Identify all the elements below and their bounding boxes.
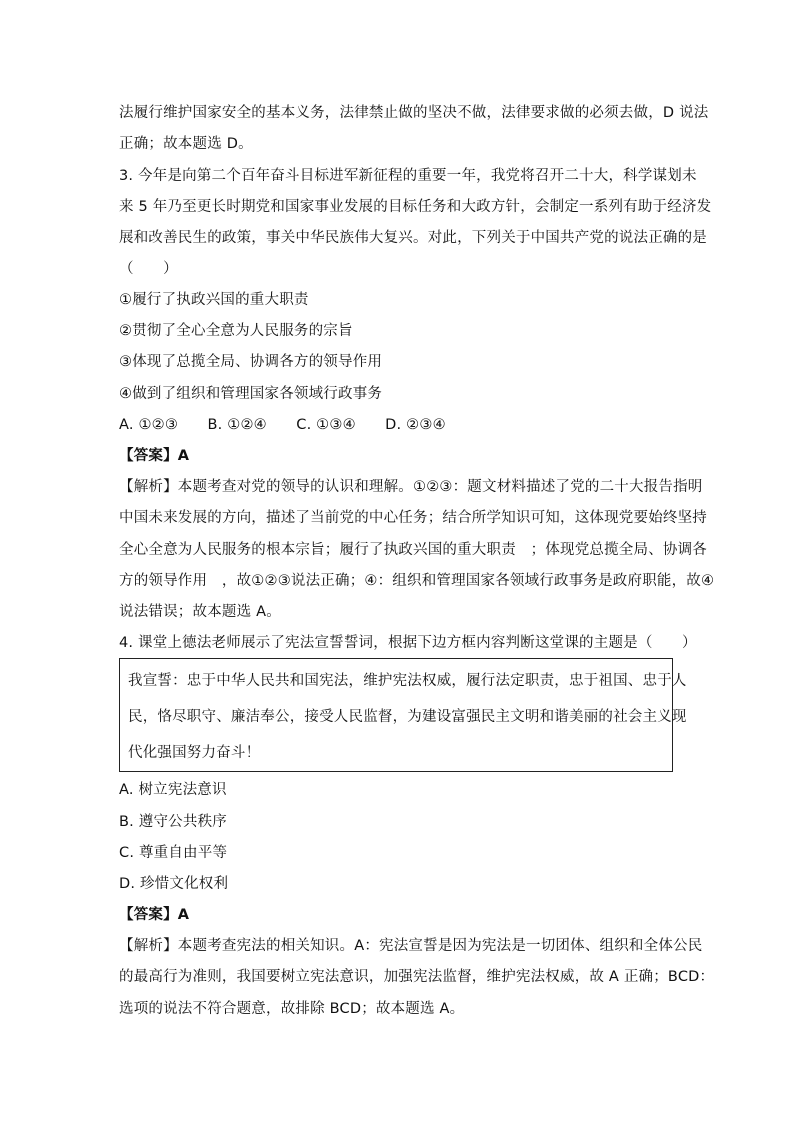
oath-line: 代化强国努力奋斗！ <box>128 745 261 761</box>
analysis-line: 【解析】本题考查对党的领导的认识和理解。①②③：题文材料描述了党的二十大报告指明 <box>119 479 703 495</box>
option-d: D. 珍惜文化权利 <box>119 876 229 892</box>
answer-blank: （ ） <box>119 261 178 277</box>
option-c: C. 尊重自由平等 <box>119 845 228 861</box>
question-3-stem: 3. 今年是向第二个百年奋斗目标进军新征程的重要一年，我党将召开二十大，科学谋划未 <box>119 168 697 184</box>
oath-box <box>119 658 687 772</box>
analysis-line: 选项的说法不符合题意，故排除 BCD；故本题选 A。 <box>119 1001 465 1017</box>
analysis-line: 方的领导作用 ，故①②③说法正确；④：组织和管理国家各领域行政事务是政府职能，故④ <box>119 573 715 589</box>
analysis-line: 中国未来发展的方向，描述了当前党的中心任务；结合所学知识可知，这体现党要始终坚持 <box>119 510 707 526</box>
statement-1: ①履行了执政兴国的重大职责 <box>119 292 309 308</box>
oath-line: 我宣誓：忠于中华人民共和国宪法，维护宪法权威，履行法定职责，忠于祖国、忠于人 <box>128 673 687 689</box>
oath-line: 民，恪尽职守、廉洁奉公，接受人民监督，为建设富强民主文明和谐美丽的社会主义现 <box>128 709 687 725</box>
statement-3: ③体现了总揽全局、协调各方的领导作用 <box>119 354 383 370</box>
statement-4: ④做到了组织和管理国家各领域行政事务 <box>119 386 383 402</box>
question-4-stem: 4. 课堂上德法老师展示了宪法宣誓誓词，根据下边方框内容判断这堂课的主题是（ ） <box>119 635 697 651</box>
option-a: A. 树立宪法意识 <box>119 782 227 798</box>
option-b: B. 遵守公共秩序 <box>119 814 227 830</box>
options: A. ①②③ B. ①②④ C. ①③④ D. ②③④ <box>119 417 446 433</box>
text-line: 法履行维护国家安全的基本义务，法律禁止做的坚决不做，法律要求做的必须去做，D 说法 <box>119 105 709 121</box>
answer-label: 【答案】A <box>119 448 190 464</box>
text-line: 来 5 年乃至更长时期党和国家事业发展的目标任务和大政方针，会制定一系列有助于经济发 <box>119 199 712 215</box>
analysis-line: 全心全意为人民服务的根本宗旨；履行了执政兴国的重大职责 ；体现党总揽全局、协调各 <box>119 542 707 558</box>
answer-label: 【答案】A <box>119 907 190 923</box>
analysis-line: 【解析】本题考查宪法的相关知识。A：宪法宣誓是因为宪法是一切团体、组织和全体公民 <box>119 938 703 954</box>
text-line: 正确；故本题选 D。 <box>119 136 253 152</box>
analysis-line: 的最高行为准则，我国要树立宪法意识，加强宪法监督，维护宪法权威，故 A 正确；BCD： <box>119 969 715 985</box>
text-line: 展和改善民生的政策，事关中华民族伟大复兴。对此，下列关于中国共产党的说法正确的是 <box>119 230 707 246</box>
statement-2: ②贯彻了全心全意为人民服务的宗旨 <box>119 323 353 339</box>
analysis-line: 说法错误；故本题选 A。 <box>119 604 281 620</box>
